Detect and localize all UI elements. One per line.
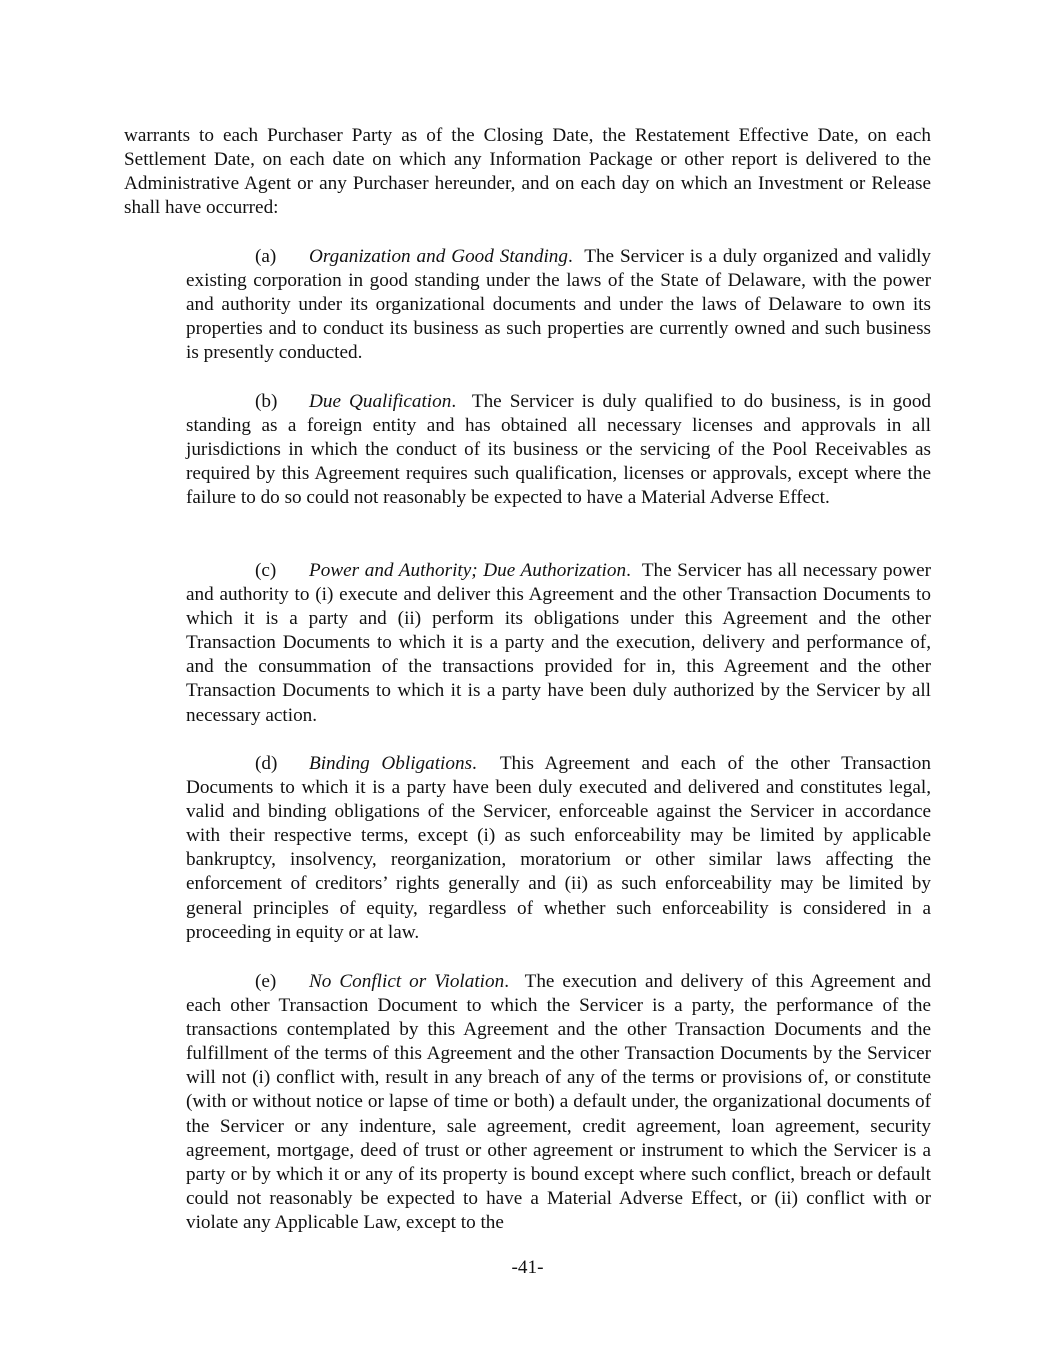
clause-text: The Servicer is a duly organized and validly existing corporation in good standing under the laws of the State of Delaware, with the power and authority under its organizational documents and under the laws of Delaware to own its properties and to conduct its business as such properties are currently owned and such business is presently conducted.	[186, 246, 931, 364]
clause-c: (c) Power and Authority; Due Authorization. The Servicer has all necessary power and authority to (i) execute and deliver this Agreement and the other Transaction Documents to which it is a party and (ii) perform its obligations under this Agreement and the other Transaction Documents to which it is a party and the execution, delivery and performance of, and the consummation of the transactions provided for in, this Agreement and the other Transaction Documents to which it is a party have been duly authorized by the Servicer by all necessary action.	[186, 560, 932, 726]
page-number: -41-	[511, 1257, 544, 1278]
clause-number: (a)	[255, 246, 277, 267]
clause-heading: No Conflict or Violation	[309, 971, 505, 992]
clause-text: The execution and delivery of this Agreement and each other Transaction Document to which the Servicer is a party, the performance of the transactions contemplated by this Agreement and the other Transaction Documents and the fulfillment of the terms of this Agreement and the other Transaction Documents by the Servicer will not (i) conflict with, result in any breach of any of the terms or provisions of, or constitute (with or without notice or lapse of time or both) a default under, the organizational documents of the Servicer or any indenture, sale agreement, credit agreement, loan agreement, security agreement, mortgage, deed of trust or other agreement or instrument to which the Servicer is a party or by which it or any of its property is bound except where such conflict, breach or default could not reasonably be expected to have a Material Adverse Effect, or (ii) conflict with or violate any Applicable Law, except to the	[186, 971, 932, 1233]
clause-e: (e) No Conflict or Violation. The execution and delivery of this Agreement and each other Transaction Document to which the Servicer is a party, the performance of the transactions contemplated by this Agreement and the other Transaction Documents and the fulfillment of the terms of this Agreement and the other Transaction Documents by the Servicer will not (i) conflict with, result in any breach of any of the terms or provisions of, or constitute (with or without notice or lapse of time or both) a default under, the organizational documents of the Servicer or any indenture, sale agreement, credit agreement, loan agreement, security agreement, mortgage, deed of trust or other agreement or instrument to which the Servicer is a party or by which it or any of its property is bound except where such conflict, breach or default could not reasonably be expected to have a Material Adverse Effect, or (ii) conflict with or violate any Applicable Law, except to the	[186, 971, 932, 1233]
clause-heading: Power and Authority; Due Authorization	[309, 560, 627, 581]
clause-d: (d) Binding Obligations. This Agreement and each of the other Transaction Documents to which it is a party have been duly executed and delivered and constitutes legal, valid and binding obligations of the Servicer, enforceable against the Servicer in accordance with their respective terms, except (i) as such enforceability may be limited by applicable bankruptcy, insolvency, reorganization, moratorium or other similar laws affecting the enforcement of creditors’ rights generally and (ii) as such enforceability may be limited by general principles of equity, regardless of whether such enforceability is considered in a proceeding in equity or at law.	[186, 753, 931, 943]
clause-b: (b) Due Qualification. The Servicer is duly qualified to do business, is in good standing as a foreign entity and has obtained all necessary licenses and approvals in all jurisdictions in which the conduct of its business or the servicing of the Pool Receivables as required by this Agreement requires such qualification, licenses or approvals, except where the failure to do so could not reasonably be expected to have a Material Adverse Effect.	[186, 391, 932, 509]
clause-text: The Servicer is duly qualified to do business, is in good standing as a foreign entity and has obtained all necessary licenses and approvals in all jurisdictions in which the conduct of its business or the servicing of the Pool Receivables as required by this Agreement requires such qualification, licenses or approvals, except where the failure to do so could not reasonably be expected to have a Material Adverse Effect.	[186, 391, 932, 509]
clause-text: The Servicer has all necessary power and authority to (i) execute and deliver this Agreement and the other Transaction Documents to which it is a party and (ii) perform its obligations under this Agreement and the other Transaction Documents to which it is a party and the execution, delivery and performance of, and the consummation of the transactions provided for in, this Agreement and the other Transaction Documents to which it is a party have been duly authorized by the Servicer by all necessary action.	[186, 560, 932, 726]
clause-number: (c)	[255, 560, 277, 581]
clause-number: (d)	[255, 753, 278, 774]
intro-paragraph: warrants to each Purchaser Party as of the Closing Date, the Restatement Effective Date, on each Settlement Date, on each date on which any Information Package or other report is delivered to the Administrative Agent or any Purchaser hereunder, and on each day on which an Investment or Release shall have occurred:	[124, 125, 931, 219]
clause-number: (b)	[255, 391, 278, 412]
clause-heading: Due Qualification	[309, 391, 452, 412]
clause-a: (a) Organization and Good Standing. The Servicer is a duly organized and validly existing corporation in good standing under the laws of the State of Delaware, with the power and authority under its organizational documents and under the laws of Delaware to own its properties and to conduct its business as such properties are currently owned and such business is presently conducted.	[186, 246, 931, 364]
clause-heading: Organization and Good Standing	[309, 246, 568, 267]
clause-heading: Binding Obligations	[309, 753, 473, 774]
clause-text: This Agreement and each of the other Transaction Documents to which it is a party have been duly executed and delivered and constitutes legal, valid and binding obligations of the Servicer, enforceable against the Servicer in accordance with their respective terms, except (i) as such enforceability may be limited by applicable bankruptcy, insolvency, reorganization, moratorium or other similar laws affecting the enforcement of creditors’ rights generally and (ii) as such enforceability may be limited by general principles of equity, regardless of whether such enforceability is considered in a proceeding in equity or at law.	[186, 753, 931, 943]
clause-number: (e)	[255, 971, 277, 992]
